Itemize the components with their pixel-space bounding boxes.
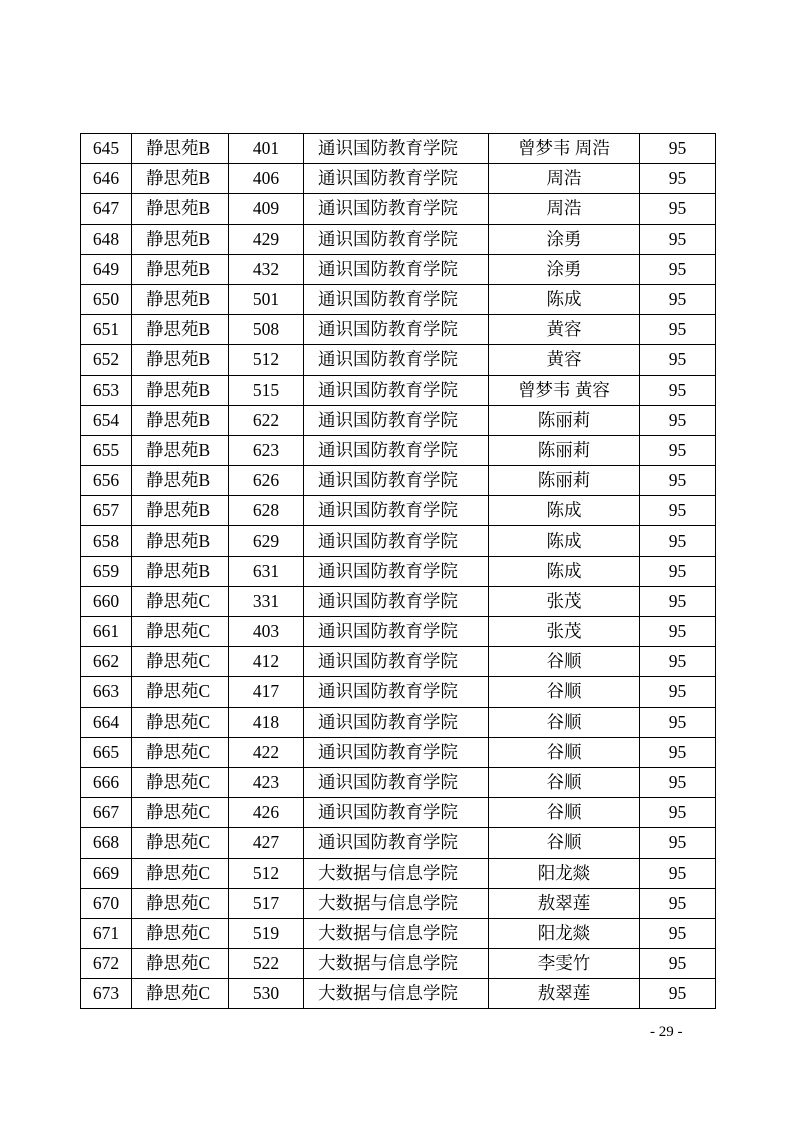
cell-room-number: 417	[229, 677, 304, 707]
table-row	[81, 224, 716, 254]
cell-building: 静思苑B	[132, 466, 229, 496]
cell-counselor: 谷顺	[489, 737, 640, 767]
cell-counselor: 敖翠莲	[489, 888, 640, 918]
cell-row-index: 663	[81, 677, 132, 707]
cell-room-number: 515	[229, 375, 304, 405]
cell-building: 静思苑C	[132, 647, 229, 677]
cell-counselor: 谷顺	[489, 798, 640, 828]
cell-building: 静思苑C	[132, 737, 229, 767]
cell-score: 95	[640, 164, 716, 194]
cell-counselor: 张茂	[489, 586, 640, 616]
cell-room-number: 412	[229, 647, 304, 677]
table-row	[81, 556, 716, 586]
cell-room-number: 331	[229, 586, 304, 616]
cell-college: 通识国防教育学院	[304, 647, 489, 677]
cell-row-index: 662	[81, 647, 132, 677]
cell-row-index: 654	[81, 405, 132, 435]
cell-room-number: 519	[229, 918, 304, 948]
cell-counselor: 涂勇	[489, 254, 640, 284]
cell-score: 95	[640, 284, 716, 314]
cell-college: 通识国防教育学院	[304, 375, 489, 405]
cell-college: 通识国防教育学院	[304, 737, 489, 767]
cell-score: 95	[640, 828, 716, 858]
table-row	[81, 979, 716, 1009]
cell-room-number: 403	[229, 617, 304, 647]
cell-score: 95	[640, 466, 716, 496]
cell-college: 通识国防教育学院	[304, 617, 489, 647]
cell-row-index: 647	[81, 194, 132, 224]
cell-college: 通识国防教育学院	[304, 435, 489, 465]
cell-counselor: 陈丽莉	[489, 405, 640, 435]
cell-score: 95	[640, 677, 716, 707]
cell-room-number: 530	[229, 979, 304, 1009]
table-row	[81, 405, 716, 435]
table-row	[81, 888, 716, 918]
cell-building: 静思苑B	[132, 194, 229, 224]
cell-room-number: 508	[229, 315, 304, 345]
cell-building: 静思苑B	[132, 556, 229, 586]
cell-room-number: 512	[229, 858, 304, 888]
table-row	[81, 737, 716, 767]
cell-score: 95	[640, 707, 716, 737]
cell-college: 通识国防教育学院	[304, 194, 489, 224]
cell-counselor: 涂勇	[489, 224, 640, 254]
cell-row-index: 672	[81, 949, 132, 979]
cell-room-number: 626	[229, 466, 304, 496]
cell-building: 静思苑B	[132, 526, 229, 556]
cell-counselor: 陈成	[489, 556, 640, 586]
cell-building: 静思苑B	[132, 134, 229, 164]
cell-row-index: 660	[81, 586, 132, 616]
cell-row-index: 669	[81, 858, 132, 888]
cell-building: 静思苑B	[132, 405, 229, 435]
cell-college: 通识国防教育学院	[304, 526, 489, 556]
table-row	[81, 254, 716, 284]
cell-room-number: 432	[229, 254, 304, 284]
cell-college: 通识国防教育学院	[304, 164, 489, 194]
cell-row-index: 650	[81, 284, 132, 314]
cell-score: 95	[640, 375, 716, 405]
cell-counselor: 黄容	[489, 315, 640, 345]
cell-counselor: 曾梦韦 周浩	[489, 134, 640, 164]
cell-building: 静思苑C	[132, 586, 229, 616]
table-row	[81, 617, 716, 647]
table-row	[81, 767, 716, 797]
cell-counselor: 曾梦韦 黄容	[489, 375, 640, 405]
cell-score: 95	[640, 737, 716, 767]
cell-row-index: 668	[81, 828, 132, 858]
cell-row-index: 656	[81, 466, 132, 496]
table-row	[81, 134, 716, 164]
cell-counselor: 敖翠莲	[489, 979, 640, 1009]
cell-row-index: 658	[81, 526, 132, 556]
cell-counselor: 陈成	[489, 526, 640, 556]
cell-room-number: 631	[229, 556, 304, 586]
table-row	[81, 375, 716, 405]
cell-row-index: 667	[81, 798, 132, 828]
cell-counselor: 阳龙燚	[489, 918, 640, 948]
cell-row-index: 661	[81, 617, 132, 647]
dormitory-score-table	[80, 133, 716, 1009]
cell-college: 通识国防教育学院	[304, 828, 489, 858]
cell-row-index: 671	[81, 918, 132, 948]
table-row	[81, 586, 716, 616]
cell-score: 95	[640, 798, 716, 828]
cell-row-index: 651	[81, 315, 132, 345]
table-row	[81, 647, 716, 677]
cell-row-index: 652	[81, 345, 132, 375]
cell-college: 通识国防教育学院	[304, 345, 489, 375]
cell-room-number: 522	[229, 949, 304, 979]
cell-score: 95	[640, 134, 716, 164]
cell-building: 静思苑C	[132, 617, 229, 647]
cell-college: 通识国防教育学院	[304, 254, 489, 284]
cell-building: 静思苑C	[132, 949, 229, 979]
cell-building: 静思苑C	[132, 707, 229, 737]
cell-row-index: 653	[81, 375, 132, 405]
cell-score: 95	[640, 647, 716, 677]
table-row	[81, 435, 716, 465]
cell-room-number: 623	[229, 435, 304, 465]
cell-college: 大数据与信息学院	[304, 979, 489, 1009]
cell-room-number: 427	[229, 828, 304, 858]
cell-score: 95	[640, 586, 716, 616]
cell-counselor: 谷顺	[489, 767, 640, 797]
cell-college: 大数据与信息学院	[304, 949, 489, 979]
cell-building: 静思苑B	[132, 254, 229, 284]
cell-score: 95	[640, 949, 716, 979]
cell-counselor: 谷顺	[489, 647, 640, 677]
table-row	[81, 466, 716, 496]
cell-score: 95	[640, 194, 716, 224]
cell-college: 通识国防教育学院	[304, 466, 489, 496]
cell-counselor: 陈丽莉	[489, 466, 640, 496]
cell-counselor: 陈成	[489, 284, 640, 314]
cell-counselor: 谷顺	[489, 707, 640, 737]
table-row	[81, 496, 716, 526]
cell-score: 95	[640, 918, 716, 948]
cell-college: 大数据与信息学院	[304, 918, 489, 948]
cell-score: 95	[640, 435, 716, 465]
cell-college: 大数据与信息学院	[304, 858, 489, 888]
table-row	[81, 284, 716, 314]
cell-college: 大数据与信息学院	[304, 888, 489, 918]
table-row	[81, 798, 716, 828]
cell-score: 95	[640, 526, 716, 556]
cell-room-number: 401	[229, 134, 304, 164]
cell-college: 通识国防教育学院	[304, 315, 489, 345]
cell-college: 通识国防教育学院	[304, 284, 489, 314]
cell-score: 95	[640, 345, 716, 375]
cell-counselor: 陈成	[489, 496, 640, 526]
cell-room-number: 426	[229, 798, 304, 828]
cell-score: 95	[640, 254, 716, 284]
cell-building: 静思苑B	[132, 375, 229, 405]
cell-row-index: 673	[81, 979, 132, 1009]
cell-college: 通识国防教育学院	[304, 134, 489, 164]
cell-building: 静思苑B	[132, 435, 229, 465]
cell-row-index: 665	[81, 737, 132, 767]
table-body	[81, 134, 716, 1009]
table-row	[81, 949, 716, 979]
cell-counselor: 谷顺	[489, 677, 640, 707]
cell-score: 95	[640, 556, 716, 586]
cell-building: 静思苑C	[132, 918, 229, 948]
cell-counselor: 张茂	[489, 617, 640, 647]
cell-row-index: 657	[81, 496, 132, 526]
cell-building: 静思苑B	[132, 164, 229, 194]
cell-building: 静思苑C	[132, 767, 229, 797]
cell-room-number: 622	[229, 405, 304, 435]
cell-row-index: 670	[81, 888, 132, 918]
cell-score: 95	[640, 224, 716, 254]
cell-row-index: 646	[81, 164, 132, 194]
cell-counselor: 李雯竹	[489, 949, 640, 979]
cell-building: 静思苑B	[132, 345, 229, 375]
cell-counselor: 陈丽莉	[489, 435, 640, 465]
table-row	[81, 315, 716, 345]
cell-score: 95	[640, 617, 716, 647]
table-row	[81, 918, 716, 948]
table-row	[81, 858, 716, 888]
cell-room-number: 501	[229, 284, 304, 314]
cell-college: 通识国防教育学院	[304, 224, 489, 254]
cell-score: 95	[640, 496, 716, 526]
table-row	[81, 345, 716, 375]
table-row	[81, 194, 716, 224]
cell-room-number: 409	[229, 194, 304, 224]
cell-room-number: 517	[229, 888, 304, 918]
table-row	[81, 164, 716, 194]
cell-counselor: 黄容	[489, 345, 640, 375]
cell-college: 通识国防教育学院	[304, 586, 489, 616]
cell-score: 95	[640, 858, 716, 888]
cell-college: 通识国防教育学院	[304, 496, 489, 526]
cell-room-number: 429	[229, 224, 304, 254]
table-row	[81, 828, 716, 858]
cell-score: 95	[640, 405, 716, 435]
cell-college: 通识国防教育学院	[304, 767, 489, 797]
cell-room-number: 628	[229, 496, 304, 526]
cell-row-index: 666	[81, 767, 132, 797]
cell-counselor: 周浩	[489, 194, 640, 224]
cell-counselor: 谷顺	[489, 828, 640, 858]
cell-college: 通识国防教育学院	[304, 798, 489, 828]
table-row	[81, 677, 716, 707]
cell-row-index: 645	[81, 134, 132, 164]
cell-room-number: 512	[229, 345, 304, 375]
cell-row-index: 649	[81, 254, 132, 284]
cell-building: 静思苑B	[132, 315, 229, 345]
cell-building: 静思苑C	[132, 858, 229, 888]
cell-building: 静思苑C	[132, 828, 229, 858]
cell-college: 通识国防教育学院	[304, 405, 489, 435]
cell-building: 静思苑C	[132, 888, 229, 918]
cell-score: 95	[640, 979, 716, 1009]
cell-room-number: 629	[229, 526, 304, 556]
cell-score: 95	[640, 888, 716, 918]
cell-college: 通识国防教育学院	[304, 707, 489, 737]
cell-college: 通识国防教育学院	[304, 677, 489, 707]
cell-room-number: 423	[229, 767, 304, 797]
cell-row-index: 664	[81, 707, 132, 737]
cell-row-index: 655	[81, 435, 132, 465]
cell-score: 95	[640, 767, 716, 797]
cell-building: 静思苑B	[132, 496, 229, 526]
cell-row-index: 648	[81, 224, 132, 254]
cell-building: 静思苑B	[132, 284, 229, 314]
table-row	[81, 526, 716, 556]
cell-building: 静思苑B	[132, 224, 229, 254]
cell-building: 静思苑C	[132, 979, 229, 1009]
cell-room-number: 422	[229, 737, 304, 767]
cell-score: 95	[640, 315, 716, 345]
cell-counselor: 阳龙燚	[489, 858, 640, 888]
page-number: - 29 -	[650, 1024, 683, 1040]
cell-room-number: 418	[229, 707, 304, 737]
cell-counselor: 周浩	[489, 164, 640, 194]
cell-row-index: 659	[81, 556, 132, 586]
table-row	[81, 707, 716, 737]
dormitory-score-table-container	[80, 133, 715, 1009]
cell-college: 通识国防教育学院	[304, 556, 489, 586]
cell-building: 静思苑C	[132, 677, 229, 707]
cell-room-number: 406	[229, 164, 304, 194]
cell-building: 静思苑C	[132, 798, 229, 828]
